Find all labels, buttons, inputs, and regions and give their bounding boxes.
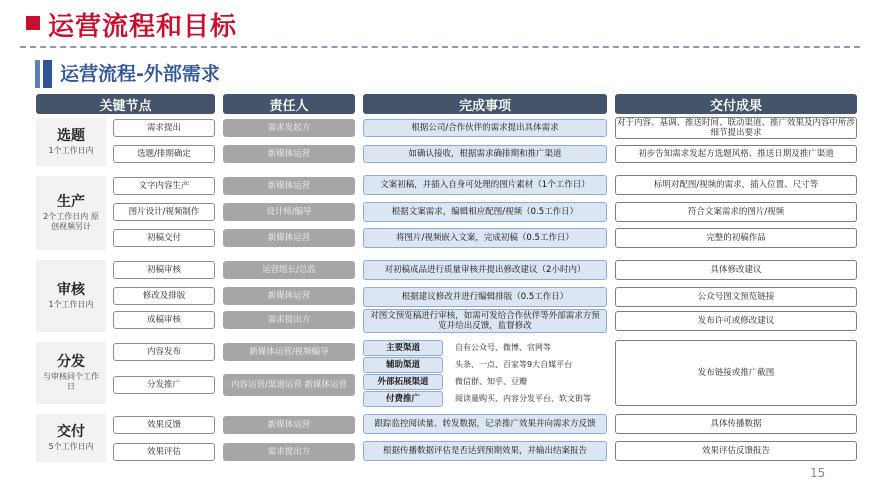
node-draft-review: 初稿审核 bbox=[113, 261, 215, 279]
node-final-review: 成稿审核 bbox=[113, 311, 215, 329]
output-effect-evaluation: 效果评估反馈报告 bbox=[615, 441, 857, 461]
stage-note: 1个工作日内 bbox=[48, 146, 94, 155]
title-divider bbox=[20, 46, 860, 48]
owner-effect-feedback: 新媒体运营 bbox=[223, 416, 355, 434]
task-requirement-raise: 根据公司/合作伙伴的需求提出具体需求 bbox=[363, 119, 607, 137]
owner-draft-review: 运营组长/总监 bbox=[223, 261, 355, 279]
stage-name: 生产 bbox=[57, 194, 85, 210]
stage-name: 选题 bbox=[57, 128, 85, 144]
page-title: 运营流程和目标 bbox=[48, 12, 238, 42]
task-revise-layout: 根据建议修改并进行编辑排版（0.5工作日） bbox=[363, 287, 607, 307]
output-topic-schedule: 初步告知需求发起方选题风格、推送日期及推广渠道 bbox=[615, 145, 857, 163]
output-revise-layout: 公众号图文预览链接 bbox=[615, 287, 857, 307]
task-effect-feedback: 跟踪监控阅读量、转发数据，记录推广效果并向需求方反馈 bbox=[363, 414, 607, 434]
channel-label-secondary: 辅助渠道 bbox=[363, 357, 443, 373]
stage-topic bbox=[36, 118, 106, 166]
owner-effect-evaluation: 需求提出方 bbox=[223, 443, 355, 461]
task-final-review: 对图文预览稿进行审核，如需可发给合作伙伴等外部需求方预览并给出反馈，监督修改 bbox=[363, 309, 607, 333]
header-deliverable: 交付成果 bbox=[615, 94, 857, 114]
output-effect-feedback: 具体传播数据 bbox=[615, 414, 857, 434]
output-draft-delivery: 完整的初稿作品 bbox=[615, 228, 857, 248]
channel-value-external: 微信群、知乎、豆瓣 bbox=[455, 377, 527, 386]
header-task: 完成事项 bbox=[363, 94, 607, 114]
node-effect-evaluation: 效果评估 bbox=[113, 443, 215, 461]
output-final-review: 发布许可或修改建议 bbox=[615, 311, 857, 331]
header-key-node: 关键节点 bbox=[36, 94, 215, 114]
output-draft-review: 具体修改建议 bbox=[615, 260, 857, 280]
output-copywriting: 标明对配图/视频的需求，插入位置、尺寸等 bbox=[615, 175, 857, 195]
owner-final-review: 需求提出方 bbox=[223, 311, 355, 329]
stage-note: 与审核同个工作日 bbox=[43, 372, 99, 391]
stage-delivery bbox=[36, 414, 106, 462]
task-draft-delivery: 将图片/视频嵌入文案，完成初稿（0.5工作日） bbox=[363, 228, 607, 248]
channel-label-paid: 付费推广 bbox=[363, 391, 443, 407]
header-owner: 责任人 bbox=[223, 94, 355, 114]
subtitle-marker-light bbox=[35, 60, 40, 88]
subtitle-marker-dark bbox=[43, 60, 52, 88]
owner-revise-layout: 新媒体运营 bbox=[223, 287, 355, 305]
stage-review bbox=[36, 260, 106, 332]
stage-name: 分发 bbox=[57, 354, 85, 370]
owner-topic-schedule: 新媒体运营 bbox=[223, 145, 355, 163]
stage-name: 交付 bbox=[57, 424, 85, 440]
stage-note: 2个工作日内 原创视频另计 bbox=[43, 212, 99, 231]
node-copywriting: 文字内容生产 bbox=[113, 177, 215, 195]
owner-distribution-promo: 内容运营/渠道运营 新媒体运营 bbox=[223, 374, 355, 396]
node-requirement-raise: 需求提出 bbox=[113, 119, 215, 137]
channel-value-primary: 自有公众号、微博、官网等 bbox=[455, 343, 551, 352]
output-requirement-raise: 对于内容、基调、推送时间、联动渠道、推广效果及内容中所涉细节提出要求 bbox=[616, 118, 855, 138]
node-revise-layout: 修改及排版 bbox=[113, 287, 215, 305]
stage-note: 5个工作日内 bbox=[48, 442, 94, 451]
output-design-video: 符合文案需求的图片/视频 bbox=[615, 202, 857, 222]
owner-requirement-raise: 需求发起方 bbox=[223, 119, 355, 137]
task-topic-schedule: 如确认接收，根据需求确排期和推广渠道 bbox=[363, 145, 607, 163]
node-content-publish: 内容发布 bbox=[113, 343, 215, 361]
node-distribution-promo: 分发推广 bbox=[113, 376, 215, 394]
channel-label-primary: 主要渠道 bbox=[363, 340, 443, 356]
channel-label-external: 外部拓展渠道 bbox=[363, 374, 443, 390]
task-draft-review: 对初稿成品进行质量审核并提出修改建议（2小时内） bbox=[363, 260, 607, 280]
task-copywriting: 文案初稿，并插入自身可处理的图片素材（1个工作日） bbox=[363, 175, 607, 195]
node-draft-delivery: 初稿交付 bbox=[113, 229, 215, 247]
owner-draft-delivery: 新媒体运营 bbox=[223, 229, 355, 247]
page-subtitle: 运营流程-外部需求 bbox=[60, 63, 220, 85]
task-design-video: 根据文案需求，编辑相应配图/视频（0.5工作日） bbox=[363, 202, 607, 222]
owner-design-video: 设计师/编导 bbox=[223, 203, 355, 221]
output-distribution: 发布链接或推广截图 bbox=[615, 340, 857, 406]
owner-content-publish: 新媒体运营/视频编导 bbox=[223, 343, 355, 361]
page-number: 15 bbox=[810, 466, 826, 480]
stage-distribution bbox=[36, 342, 106, 404]
stage-note: 1个工作日内 bbox=[48, 300, 94, 309]
channel-value-paid: 阅读量购买、内容分发平台、软文街等 bbox=[455, 394, 591, 403]
title-marker bbox=[26, 16, 40, 30]
stage-production bbox=[36, 176, 106, 250]
stage-name: 审核 bbox=[57, 282, 85, 298]
node-design-video: 图片设计/视频制作 bbox=[113, 203, 215, 221]
task-effect-evaluation: 根据传播数据评估是否达到预期效果，并输出结案报告 bbox=[363, 441, 607, 461]
node-topic-schedule: 选题/排期确定 bbox=[113, 145, 215, 163]
channel-value-secondary: 头条、一点、百家等9大自媒平台 bbox=[455, 360, 573, 369]
node-effect-feedback: 效果反馈 bbox=[113, 416, 215, 434]
owner-copywriting: 新媒体运营 bbox=[223, 177, 355, 195]
